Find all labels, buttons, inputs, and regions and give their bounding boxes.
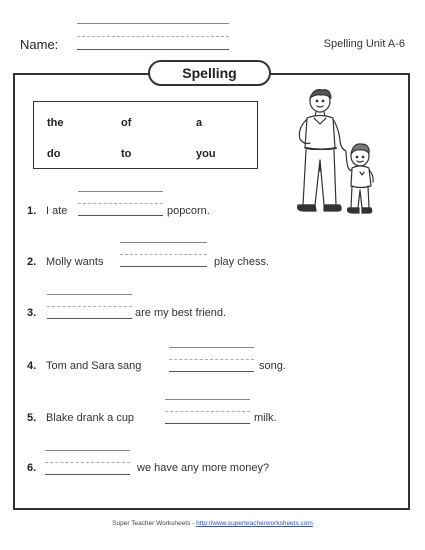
blank-guide-mid xyxy=(165,411,250,412)
footer-text: Super Teacher Worksheets - xyxy=(112,520,195,527)
blank-guide-mid xyxy=(78,203,163,204)
question-text-after: play chess. xyxy=(214,256,270,268)
name-label: Name: xyxy=(20,37,59,52)
blank-guide-base xyxy=(120,266,207,267)
question-number: 2. xyxy=(27,256,37,268)
word-bank-item: of xyxy=(121,117,132,129)
word-bank-item: the xyxy=(47,117,64,129)
blank-guide-top xyxy=(78,191,163,192)
footer xyxy=(0,520,425,527)
question-text-before: Blake drank a cup xyxy=(46,412,135,424)
blank-guide-base xyxy=(47,318,132,319)
question-number: 3. xyxy=(27,307,37,319)
question-text-after: popcorn. xyxy=(167,205,210,217)
word-bank-item: to xyxy=(121,148,132,160)
question-text-before: Tom and Sara sang xyxy=(46,360,142,372)
blank-guide-mid xyxy=(47,306,132,307)
blank-guide-top xyxy=(45,450,130,451)
word-bank-item: a xyxy=(196,117,203,129)
question-number: 5. xyxy=(27,412,37,424)
blank-guide-mid xyxy=(169,359,254,360)
question-text-before: I ate xyxy=(46,205,68,217)
word-bank-item: do xyxy=(47,148,61,160)
question-number: 1. xyxy=(27,205,37,217)
question-number: 6. xyxy=(27,462,37,474)
question-text-after: are my best friend. xyxy=(135,307,227,319)
unit-label: Spelling Unit A-6 xyxy=(323,38,405,50)
father-and-son-illustration xyxy=(290,86,390,226)
blank-guide-mid xyxy=(45,462,130,463)
blank-guide-mid xyxy=(120,254,207,255)
footer-link[interactable]: http://www.superteacherworksheets.com xyxy=(196,520,313,527)
question-number: 4. xyxy=(27,360,37,372)
blank-guide-base xyxy=(45,474,130,475)
question-text-after: we have any more money? xyxy=(137,462,270,474)
question-text-after: milk. xyxy=(254,412,277,424)
question-text-after: song. xyxy=(259,360,286,372)
name-guide-base xyxy=(77,49,229,50)
word-bank-item: you xyxy=(196,148,216,160)
blank-guide-top xyxy=(47,294,132,295)
worksheet-title: Spelling xyxy=(148,60,271,86)
blank-guide-base xyxy=(165,423,250,424)
name-guide-mid xyxy=(77,36,229,37)
question-text-before: Molly wants xyxy=(46,256,104,268)
blank-guide-top xyxy=(165,399,250,400)
blank-guide-top xyxy=(169,347,254,348)
blank-guide-base xyxy=(78,215,163,216)
blank-guide-top xyxy=(120,242,207,243)
word-bank xyxy=(33,101,258,169)
blank-guide-base xyxy=(169,371,254,372)
name-guide-top xyxy=(77,23,229,24)
